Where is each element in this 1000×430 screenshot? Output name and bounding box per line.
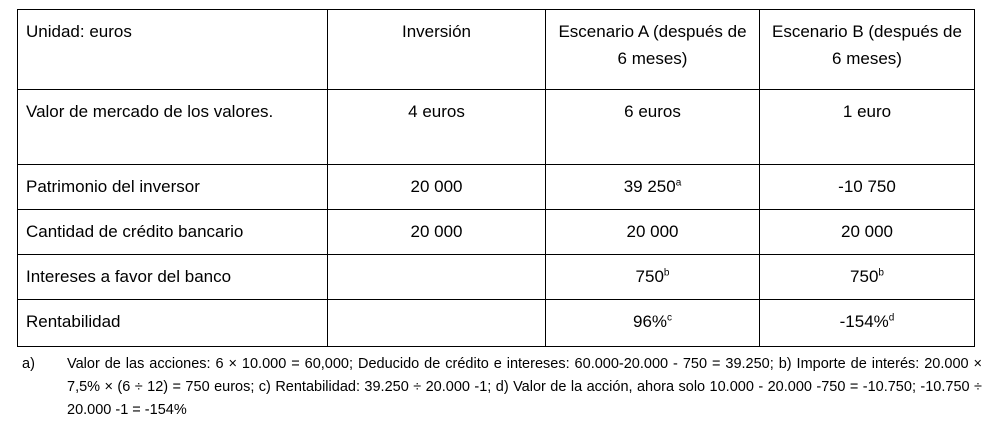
- footnote-marker: a): [22, 356, 35, 372]
- escenario-a-cell: [546, 90, 760, 165]
- footnote-ref-marker: c: [667, 312, 673, 324]
- footnote-ref-marker: b: [663, 267, 670, 279]
- escenario-a-cell: [546, 255, 760, 300]
- row-label-cell: Rentabilidad: [18, 300, 328, 347]
- header-escenario-a-cell: Escenario A (después de 6 meses): [546, 10, 760, 90]
- escenario-a-cell: [546, 210, 760, 255]
- table-row: [18, 255, 975, 300]
- escenario-b-cell: [760, 300, 975, 347]
- escenario-b-value: -154%: [839, 312, 889, 331]
- escenario-a-cell: [546, 165, 760, 210]
- escenario-a-value: 96%: [632, 312, 668, 331]
- footnote-ref-marker: b: [878, 267, 884, 279]
- header-escenario-b-cell: Escenario B (después de 6 meses): [760, 10, 975, 90]
- row-label-cell: Patrimonio del inversor: [18, 165, 328, 210]
- row-label-cell: Cantidad de crédito bancario: [18, 210, 328, 255]
- table-row: [18, 90, 975, 165]
- escenario-b-cell: [760, 90, 975, 165]
- escenario-b-cell: [760, 255, 975, 300]
- footnote-ref-marker: d: [888, 312, 895, 324]
- footnote-text: Valor de las acciones: 6 × 10.000 = 60,000; Deducido de crédito e intereses: 60.000-20.000 - 750 = 39.250; b) Importe de interés: 20.000 × 7,5% × (6 ÷ 12) = 750 euros; c) Rentabilidad: 39.250 ÷ 20.000 -1; d) Valor de la acción, ahora solo 10.000 - 20.000 -750 = -10.750; -10.750 ÷ 20.000 -1 = -154%: [67, 356, 982, 418]
- escenario-b-value: -10 750: [838, 177, 896, 196]
- table-footnote: [22, 353, 982, 422]
- escenario-a-cell: [546, 300, 760, 347]
- escenario-a-value: 39 250: [623, 177, 676, 196]
- table-row: [18, 300, 975, 347]
- table-header-row: [18, 10, 975, 90]
- table-row: [18, 210, 975, 255]
- investment-scenarios-table-container: [17, 9, 974, 347]
- escenario-b-value: 1 euro: [842, 102, 892, 121]
- escenario-b-value: 20 000: [841, 222, 893, 241]
- escenario-a-value: 6 euros: [624, 102, 681, 121]
- inversion-cell: [328, 300, 546, 347]
- footnote-ref-marker: a: [675, 177, 682, 189]
- investment-scenarios-table: [17, 9, 975, 347]
- escenario-a-value: 20 000: [626, 222, 679, 241]
- row-label-cell: Valor de mercado de los valores.: [18, 90, 328, 165]
- header-unit-cell: Unidad: euros: [18, 10, 328, 90]
- escenario-b-cell: [760, 165, 975, 210]
- inversion-cell: 20 000: [328, 165, 546, 210]
- table-row: [18, 165, 975, 210]
- escenario-b-cell: [760, 210, 975, 255]
- row-label-cell: Intereses a favor del banco: [18, 255, 328, 300]
- escenario-b-value: 750: [850, 267, 879, 286]
- inversion-cell: 20 000: [328, 210, 546, 255]
- inversion-cell: 4 euros: [328, 90, 546, 165]
- escenario-a-value: 750: [635, 267, 664, 286]
- inversion-cell: [328, 255, 546, 300]
- header-inversion-cell: Inversión: [328, 10, 546, 90]
